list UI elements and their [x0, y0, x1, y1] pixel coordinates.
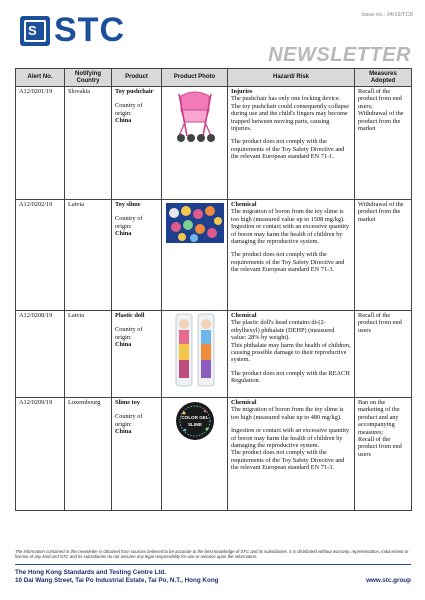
- hazard-text: The migration of boron from the toy slime is too high (measured value up to 480 mg/kg).: [231, 406, 344, 421]
- origin-value: China: [115, 428, 132, 436]
- logo-letters: S: [28, 23, 37, 38]
- table-row: [16, 311, 412, 398]
- hazard-cell: [228, 200, 355, 311]
- measure-item: Recall of the product from end users: [358, 436, 402, 458]
- product-cell: [112, 311, 162, 398]
- product-photo-cell: [162, 398, 228, 511]
- product-cell: [112, 398, 162, 511]
- product-photo-cell: [162, 311, 228, 398]
- origin-value: China: [115, 230, 132, 238]
- measure-item: Withdrawal of the product from the market: [358, 201, 404, 223]
- footer-website-link[interactable]: www.stc.group: [366, 577, 411, 584]
- hazard-cell: [228, 87, 355, 200]
- table-row: [16, 398, 412, 511]
- slime-jar-photo-icon: [175, 401, 215, 441]
- notifying-country: Latvia: [65, 311, 112, 398]
- product-name: Plastic doll: [115, 312, 145, 319]
- hazard-type: Chemical: [231, 312, 257, 319]
- hazard-text: Ingestion or contact with an excessive quantity of boron may harm the health of children by damaging the reproductive system.: [231, 427, 350, 450]
- doll-photo-icon: [173, 312, 217, 388]
- measures-cell: [355, 200, 412, 311]
- product-cell: [112, 87, 162, 200]
- hazard-type: Injuries: [231, 88, 253, 95]
- measure-item: Ban on the marketing of the product and any accompanying measures;: [358, 399, 400, 436]
- hazard-text: This phthalate may harm the health of children, causing possible damage to their reproductive system.: [231, 341, 351, 364]
- origin-value: China: [115, 341, 132, 349]
- disclaimer-text: The information contained in this newsletter is obtained from sources believed to be accurate to the best knowledge of STC and its subsidiaries. It is distributed without warranty, representation, inducement or license of any kind and STC and its subsidiaries do not assume any legal responsibility for use or reliance upon the information.: [15, 549, 409, 559]
- newsletter-title: NEWSLETTER: [268, 44, 411, 66]
- pushchair-photo-icon: [169, 88, 221, 144]
- column-header-photo: Product Photo: [162, 69, 228, 87]
- origin-label: Country of origin:: [115, 413, 143, 428]
- measures-cell: [355, 87, 412, 200]
- hazard-text: The toy pushchair could consequently collapse during use and the child's fingers may become trapped between moving parts, causing injuries.: [231, 102, 350, 133]
- product-photo-cell: [162, 87, 228, 200]
- hazard-text: The product does not comply with the REACH Regulation.: [231, 369, 350, 385]
- alert-number: A12/0209/19: [16, 398, 65, 511]
- hazard-text: The pushchair has only one locking device.: [231, 95, 341, 103]
- brand-name: STC: [54, 11, 125, 49]
- column-header-hazard: Hazard/ Risk: [228, 69, 355, 87]
- measure-item: Withdrawal of the product from the market: [358, 110, 404, 133]
- hazard-text: The product does not comply with the requirements of the Toy Safety Directive and the relevant European standard EN 71-1.: [231, 138, 345, 161]
- hazard-text: The migration of boron from the toy slime is too high (measured value up to 1508 mg/kg).: [231, 208, 345, 223]
- hazard-cell: [228, 398, 355, 511]
- measure-item: Recall of the product from end users: [358, 312, 402, 334]
- notifying-country: Slovakia: [65, 87, 112, 200]
- hazard-text: Ingestion or contact with an excessive quantity of boron may harm the health of children by damaging the reproductive system.: [231, 223, 350, 246]
- origin-label: Country of origin:: [115, 102, 143, 117]
- footer-address: 10 Dai Wang Street, Tai Po Industrial Estate, Tai Po, N.T., Hong Kong: [15, 577, 219, 584]
- notifying-country: Latvia: [65, 200, 112, 311]
- column-header-product: Product: [112, 69, 162, 87]
- origin-value: China: [115, 117, 132, 125]
- alert-number: A12/0202/19: [16, 200, 65, 311]
- origin-label: Country of origin:: [115, 215, 143, 230]
- measures-cell: [355, 398, 412, 511]
- table-row: [16, 87, 412, 200]
- column-header-country: Notifying Country: [65, 69, 112, 87]
- slime-label-line1: COLOR GEL: [180, 415, 209, 420]
- slime-photo-icon: [166, 203, 224, 243]
- product-name: Toy slime: [115, 201, 141, 208]
- measures-cell: [355, 311, 412, 398]
- hazard-type: Chemical: [231, 201, 257, 208]
- hazard-text: The plastic doll's head contains di-(2-ethylhexyl) phthalate (DEHP) (measured value: 28% by weight).: [231, 319, 335, 342]
- origin-label: Country of origin:: [115, 326, 143, 341]
- column-header-alert-no: Alert No.: [16, 69, 65, 87]
- footer-organization: The Hong Kong Standards and Testing Centre Ltd.: [15, 569, 167, 576]
- issue-number: Issue no.: 04/19/TCB: [361, 12, 413, 18]
- notifying-country: Luxembourg: [65, 398, 112, 511]
- alert-number: A12/0208/19: [16, 311, 65, 398]
- table-header-row: [16, 69, 412, 87]
- product-name: Toy pushchair: [115, 88, 154, 95]
- footer-divider: [15, 564, 411, 565]
- hazard-type: Chemical: [231, 399, 257, 406]
- product-photo-cell: [162, 200, 228, 311]
- column-header-measures: Measures Adopted: [355, 69, 412, 87]
- alerts-table: [15, 68, 412, 511]
- hazard-text: The product does not comply with the requirements of the Toy Safety Directive and the relevant European standard EN 71-3.: [231, 251, 345, 274]
- product-name: Slime toy: [115, 399, 141, 406]
- stc-logo-icon: [20, 16, 50, 46]
- table-row: [16, 200, 412, 311]
- hazard-cell: [228, 311, 355, 398]
- page-header: [0, 0, 425, 66]
- alert-number: A12/0201/19: [16, 87, 65, 200]
- product-cell: [112, 200, 162, 311]
- measure-item: Recall of the product from end users;: [358, 88, 402, 110]
- slime-label-line2: SLIME: [187, 422, 202, 427]
- hazard-text: The product does not comply with the requirements of the Toy Safety Directive and the relevant European standard EN 71-3.: [231, 449, 345, 472]
